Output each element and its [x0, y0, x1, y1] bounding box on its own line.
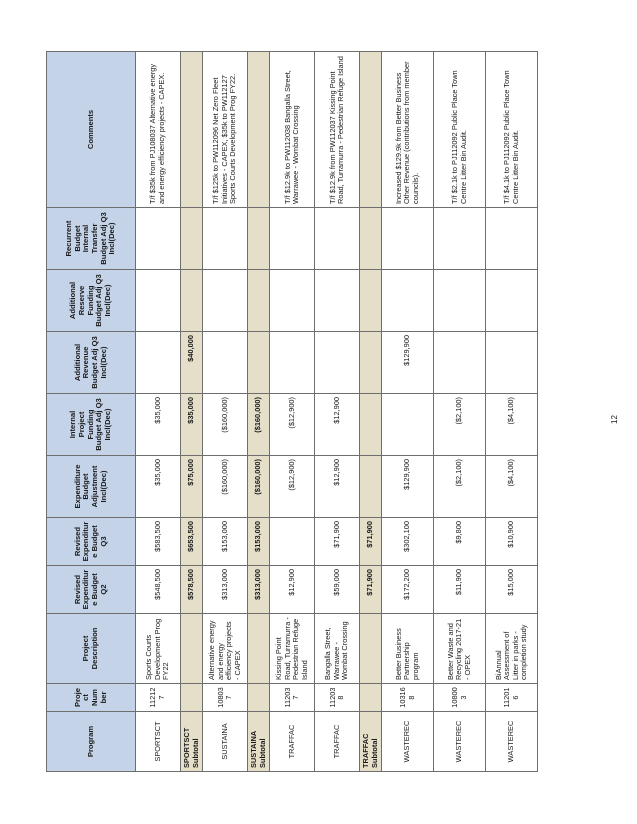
cell-additional-reserve: [136, 270, 181, 332]
cell-internal-funding: ($160,000): [248, 394, 270, 456]
cell-expenditure-adjustment: ($160,000): [203, 456, 248, 518]
cell-recurrent-transfer: [203, 208, 248, 270]
cell-internal-funding: ($12,900): [270, 394, 315, 456]
table-row: [315, 52, 360, 772]
cell-revised-exp-q2: $578,500: [181, 566, 203, 614]
cell-recurrent-transfer: [382, 208, 434, 270]
cell-expenditure-adjustment: ($12,900): [270, 456, 315, 518]
cell-internal-funding: ($160,000): [203, 394, 248, 456]
cell-additional-revenue: [434, 332, 486, 394]
cell-project-number: 103168: [382, 684, 434, 712]
header-comments: Comments: [47, 52, 136, 208]
cell-revised-exp-q2: $12,900: [270, 566, 315, 614]
cell-internal-funding: $35,000: [181, 394, 203, 456]
page-number: 12: [610, 415, 619, 424]
cell-additional-revenue: $40,000: [181, 332, 203, 394]
subtotal-row: [248, 52, 270, 772]
cell-description: Better Business Partnership program: [382, 614, 434, 684]
cell-expenditure-adjustment: ($4,100): [486, 456, 538, 518]
cell-program: SUSTAINA: [203, 712, 248, 772]
cell-revised-exp-q3: $10,900: [486, 518, 538, 566]
cell-revised-exp-q2: $172,200: [382, 566, 434, 614]
cell-additional-reserve: [315, 270, 360, 332]
cell-program: SPORTSCT Subtotal: [181, 712, 203, 772]
header-project-number: Project Number: [47, 684, 136, 712]
cell-description: [360, 614, 382, 684]
cell-recurrent-transfer: [181, 208, 203, 270]
cell-project-number: 108003: [434, 684, 486, 712]
cell-additional-revenue: [136, 332, 181, 394]
cell-expenditure-adjustment: $12,900: [315, 456, 360, 518]
cell-program: WASTEREC: [382, 712, 434, 772]
cell-expenditure-adjustment: $75,000: [181, 456, 203, 518]
subtotal-row: [181, 52, 203, 772]
cell-revised-exp-q2: $71,900: [360, 566, 382, 614]
cell-revised-exp-q2: $59,000: [315, 566, 360, 614]
cell-description: [248, 614, 270, 684]
header-internal-project-funding: Internal Project Funding Budget Adj Q3 Incl(Dec): [47, 394, 136, 456]
cell-internal-funding: [360, 394, 382, 456]
cell-comments: T/f $4.1k to PJ112092 Public Place Town Centre Litter Bin Audit.: [486, 52, 538, 208]
header-expenditure-adjustment: Expenditure Budget Adjustment Incl(Dec): [47, 456, 136, 518]
cell-additional-reserve: [382, 270, 434, 332]
cell-additional-reserve: [434, 270, 486, 332]
cell-additional-reserve: [270, 270, 315, 332]
cell-program: WASTEREC: [434, 712, 486, 772]
table-row: [136, 52, 181, 772]
cell-project-number: 112127: [136, 684, 181, 712]
cell-recurrent-transfer: [136, 208, 181, 270]
cell-internal-funding: ($2,100): [434, 394, 486, 456]
table-row: [203, 52, 248, 772]
table-row: [270, 52, 315, 772]
cell-internal-funding: $12,900: [315, 394, 360, 456]
cell-expenditure-adjustment: ($160,000): [248, 456, 270, 518]
cell-revised-exp-q3: $302,100: [382, 518, 434, 566]
table-row: [486, 52, 538, 772]
cell-additional-reserve: [248, 270, 270, 332]
cell-internal-funding: $35,000: [136, 394, 181, 456]
header-revised-exp-q2: Revised Expenditure Budget Q2: [47, 566, 136, 614]
cell-recurrent-transfer: [360, 208, 382, 270]
cell-additional-revenue: [360, 332, 382, 394]
cell-program: TRAFFAC Subtotal: [360, 712, 382, 772]
cell-project-number: [181, 684, 203, 712]
cell-revised-exp-q3: $71,900: [315, 518, 360, 566]
cell-revised-exp-q3: $653,500: [181, 518, 203, 566]
cell-expenditure-adjustment: [360, 456, 382, 518]
header-program: Program: [47, 712, 136, 772]
cell-comments: [360, 52, 382, 208]
cell-recurrent-transfer: [248, 208, 270, 270]
cell-project-number: 108037: [203, 684, 248, 712]
cell-revised-exp-q2: $313,000: [248, 566, 270, 614]
cell-description: [181, 614, 203, 684]
cell-revised-exp-q3: [270, 518, 315, 566]
cell-program: SPORTSCT: [136, 712, 181, 772]
cell-additional-revenue: [270, 332, 315, 394]
budget-table: [46, 51, 538, 772]
cell-comments: T/f $125k to PW112096 Net Zero Fleet Initiatives - CAPEX, $35k to PW112127 Sports Courts Development Prog FY22.: [203, 52, 248, 208]
cell-revised-exp-q2: $548,500: [136, 566, 181, 614]
cell-revised-exp-q3: $583,500: [136, 518, 181, 566]
subtotal-row: [360, 52, 382, 772]
cell-project-number: [360, 684, 382, 712]
cell-additional-reserve: [360, 270, 382, 332]
header-project-description: Project Description: [47, 614, 136, 684]
cell-comments: [248, 52, 270, 208]
cell-additional-revenue: $129,900: [382, 332, 434, 394]
cell-additional-revenue: [203, 332, 248, 394]
cell-description: BiAnnual Assessment of Litter in parks - completion study: [486, 614, 538, 684]
cell-description: Bangalla Street, Warrawee - Wombat Crossing: [315, 614, 360, 684]
header-additional-revenue: Additional Revenue Budget Adj Q3 Incl(Dec): [47, 332, 136, 394]
cell-additional-revenue: [486, 332, 538, 394]
cell-comments: T/f $12.9k to PW112038 Bangalla Street, Warrawee - Wombat Crossing: [270, 52, 315, 208]
cell-description: Better Waste and Recycling 2017-21 - OPEX: [434, 614, 486, 684]
cell-description: Kissing Point Road, Turramurra - Pedestrian Refuge Island: [270, 614, 315, 684]
cell-program: WASTEREC: [486, 712, 538, 772]
cell-revised-exp-q2: $11,900: [434, 566, 486, 614]
cell-comments: Increased $129.9k from Better Business Other Revenue (contributions from member councils).: [382, 52, 434, 208]
cell-revised-exp-q3: $9,800: [434, 518, 486, 566]
cell-comments: T/f $35k from PJ108037 Alternative energy and energy efficiency projects - CAPEX.: [136, 52, 181, 208]
cell-expenditure-adjustment: ($2,100): [434, 456, 486, 518]
cell-additional-reserve: [486, 270, 538, 332]
cell-program: TRAFFAC: [315, 712, 360, 772]
header-recurrent-transfer: Recurrent Budget Internal Transfer Budget Adj Q3 Incl(Dec): [47, 208, 136, 270]
cell-expenditure-adjustment: $129,900: [382, 456, 434, 518]
table-row: [382, 52, 434, 772]
cell-project-number: 112038: [315, 684, 360, 712]
cell-additional-revenue: [248, 332, 270, 394]
cell-comments: T/f $12.9k from PW112037 Kissing Point Road, Turramurra - Pedestrian Refuge Island: [315, 52, 360, 208]
cell-recurrent-transfer: [270, 208, 315, 270]
cell-project-number: 112037: [270, 684, 315, 712]
cell-revised-exp-q3: $153,000: [248, 518, 270, 566]
cell-recurrent-transfer: [434, 208, 486, 270]
cell-recurrent-transfer: [315, 208, 360, 270]
table-header-row: [47, 52, 136, 772]
cell-project-number: [248, 684, 270, 712]
cell-comments: [181, 52, 203, 208]
cell-additional-reserve: [181, 270, 203, 332]
cell-comments: T/f $2.1k to PJ112092 Public Place Town Centre Litter Bin Audit.: [434, 52, 486, 208]
cell-description: Alternative energy and energy efficiency projects - CAPEX: [203, 614, 248, 684]
cell-revised-exp-q3: $71,900: [360, 518, 382, 566]
cell-revised-exp-q2: $313,000: [203, 566, 248, 614]
cell-program: SUSTAINA Subtotal: [248, 712, 270, 772]
cell-recurrent-transfer: [486, 208, 538, 270]
table-row: [434, 52, 486, 772]
cell-additional-reserve: [203, 270, 248, 332]
cell-expenditure-adjustment: $35,000: [136, 456, 181, 518]
header-additional-reserve: Additional Reserve Funding Budget Adj Q3 Incl(Dec): [47, 270, 136, 332]
cell-revised-exp-q3: $153,000: [203, 518, 248, 566]
cell-additional-revenue: [315, 332, 360, 394]
cell-project-number: 112016: [486, 684, 538, 712]
cell-program: TRAFFAC: [270, 712, 315, 772]
cell-revised-exp-q2: $15,000: [486, 566, 538, 614]
header-revised-exp-q3: Revised Expenditure Budget Q3: [47, 518, 136, 566]
cell-internal-funding: ($4,100): [486, 394, 538, 456]
cell-description: Sports Courts Development Prog FY22: [136, 614, 181, 684]
cell-internal-funding: [382, 394, 434, 456]
